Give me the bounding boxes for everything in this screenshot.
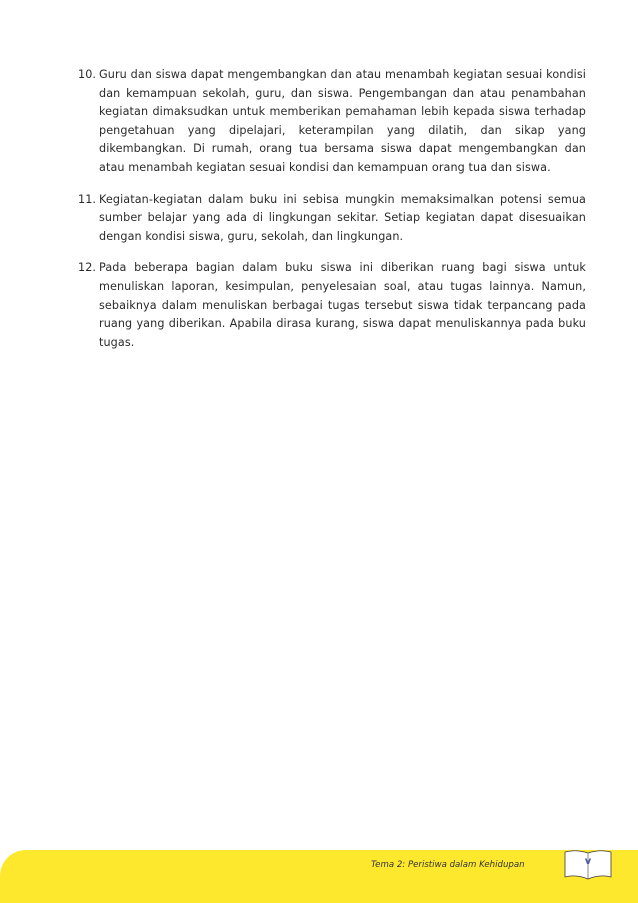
list-item [78, 191, 586, 247]
instruction-list [78, 66, 586, 365]
item-text: Pada beberapa bagian dalam buku siswa ini diberikan ruang bagi siswa untuk menuliskan laporan, kesimpulan, penyelesaian soal, atau tugas lainnya. Namun, sebaiknya dalam menuliskan berbagai tugas tersebut siswa tidak terpancang pada ruang yang diberikan. Apabila dirasa kurang, siswa dapat menuliskannya pada buku tugas. [99, 261, 586, 349]
page-number: v [584, 856, 592, 867]
item-text: Kegiatan-kegiatan dalam buku ini sebisa mungkin memaksimalkan potensi semua sumber belajar yang ada di lingkungan sekitar. Setiap kegiatan dapat disesuaikan dengan kondisi siswa, guru, sekolah, dan lingkungan. [99, 192, 586, 243]
list-item [78, 259, 586, 352]
footer-band [0, 850, 638, 903]
item-number: 12. [78, 261, 97, 275]
item-text: Guru dan siswa dapat mengembangkan dan atau menambah kegiatan sesuai kondisi dan kemampuan sekolah, guru, dan siswa. Pengembangan dan atau penambahan kegiatan dimaksudkan untuk memberikan pemahaman lebih kepada siswa terhadap pengetahuan yang dipelajari, keterampilan yang dilatih, dan sikap yang dikembangkan. Di rumah, orang tua bersama siswa dapat mengembangkan dan atau menambah kegiatan sesuai kondisi dan kemampuan orang tua dan siswa. [99, 68, 586, 174]
list-item [78, 66, 586, 178]
item-number: 11. [78, 192, 97, 206]
footer-title: Tema 2: Peristiwa dalam Kehidupan [371, 860, 525, 870]
item-number: 10. [78, 68, 97, 81]
